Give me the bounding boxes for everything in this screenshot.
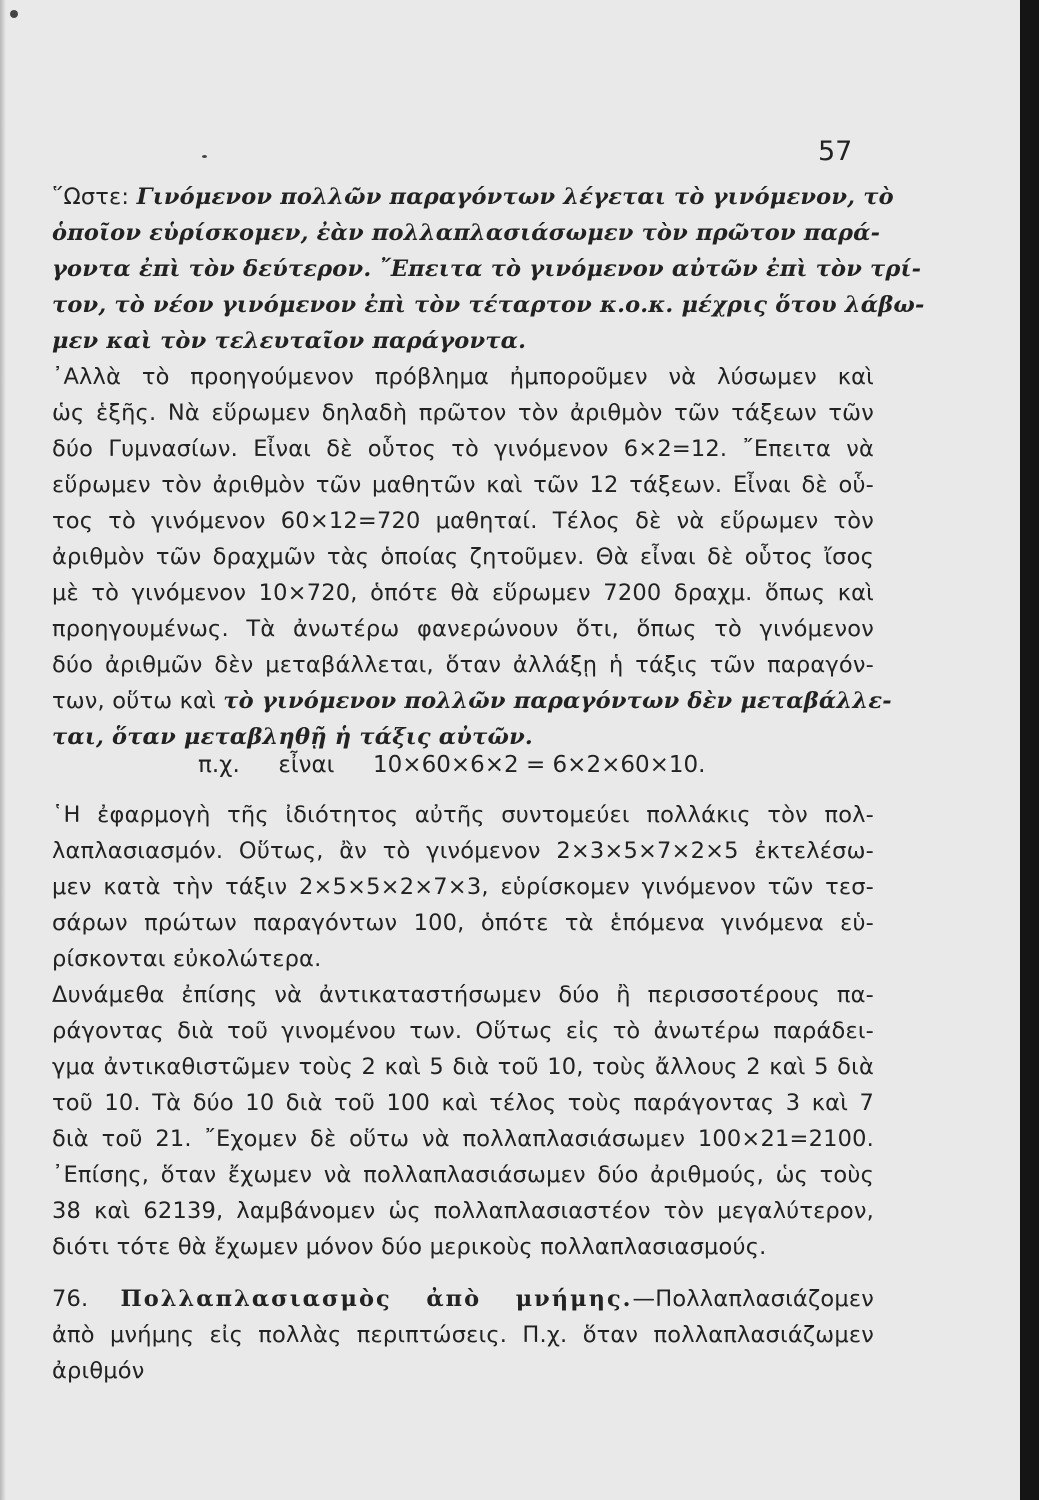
scan-left-shadow xyxy=(0,0,6,1500)
paragraph-2-line-4: σάρων πρώτων παραγόντων 100, ὁπότε τὰ ἑπόμενα γινόμενα εὑ- xyxy=(52,910,874,936)
definition-line-4: τον, τὸ νέον γινόμενον ἐπὶ τὸν τέταρτον κ.ο.κ. μέχρις ὅτου λάβω- xyxy=(52,292,925,318)
paragraph-3-line-7: 38 καὶ 62139, λαμβάνομεν ὡς πολλαπλασιαστέον τὸν μεγαλύτερον, xyxy=(52,1198,874,1224)
definition-line-1 xyxy=(52,182,894,212)
definition-line-5: μεν καὶ τὸν τελευταῖον παράγοντα. xyxy=(52,328,527,354)
paragraph-1-line-3: δύο Γυμνασίων. Εἶναι δὲ οὗτος τὸ γινόμενον 6×2=12. ῎Επειτα νὰ xyxy=(52,436,874,462)
definition-line-2: ὁποῖον εὑρίσκομεν, ἐὰν πολλαπλασιάσωμεν τὸν πρῶτον παρά- xyxy=(52,220,881,246)
definition-line-3: γοντα ἐπὶ τὸν δεύτερον. ῎Επειτα τὸ γινόμενον αὐτῶν ἐπὶ τὸν τρί- xyxy=(52,256,922,282)
paragraph-1-line-4: εὕρωμεν τὸν ἀριθμὸν τῶν μαθητῶν καὶ τῶν 12 τάξεων. Εἶναι δὲ οὗ- xyxy=(52,472,874,498)
paragraph-3-line-2: ράγοντας διὰ τοῦ γινομένου των. Οὕτως εἰς τὸ ἀνωτέρω παράδει- xyxy=(52,1018,874,1044)
section-76-line-3: ἀριθμόν xyxy=(52,1358,145,1384)
example-word: εἶναι xyxy=(278,752,335,778)
paragraph-1-line-10-plain: των, οὕτω καὶ xyxy=(52,688,224,714)
section-76-heading-line xyxy=(52,1284,874,1314)
paragraph-3-line-5: διὰ τοῦ 21. ῎Εχομεν δὲ οὕτω νὰ πολλαπλασιάσωμεν 100×21=2100. xyxy=(52,1126,874,1152)
paragraph-2-line-2: λαπλασιασμόν. Οὕτως, ἂν τὸ γινόμενον 2×3×5×7×2×5 ἐκτελέσω- xyxy=(52,838,874,864)
paragraph-2-line-3: μεν κατὰ τὴν τάξιν 2×5×5×2×7×3, εὑρίσκομεν γινόμενον τῶν τεσ- xyxy=(52,874,874,900)
definition-label: ῞Ωστε: xyxy=(52,184,130,210)
scan-speck xyxy=(202,155,207,158)
paragraph-2-line-5: ρίσκονται εὐκολώτερα. xyxy=(52,946,322,972)
paragraph-1-line-7: μὲ τὸ γινόμενον 10×720, ὁπότε θὰ εὕρωμεν 7200 δραχμ. ὅπως καὶ xyxy=(52,580,874,606)
scan-right-edge xyxy=(1020,0,1039,1500)
section-76-line-2: ἀπὸ μνήμης εἰς πολλὰς περιπτώσεις. Π.χ. ὅταν πολλαπλασιάζωμεν xyxy=(52,1322,874,1348)
paragraph-1-line-10-emphasis: τὸ γινόμενον πολλῶν παραγόντων δὲν μεταβάλλε- xyxy=(223,688,892,714)
paragraph-1-line-10 xyxy=(52,686,892,716)
paragraph-1-line-6: ἀριθμὸν τῶν δραχμῶν τὰς ὁποίας ζητοῦμεν. Θὰ εἶναι δὲ οὗτος ἴσος xyxy=(52,544,874,570)
scan-speck xyxy=(10,10,18,18)
paragraph-3-line-4: τοῦ 10. Τὰ δύο 10 διὰ τοῦ 100 καὶ τέλος τοὺς παράγοντας 3 καὶ 7 xyxy=(52,1090,874,1116)
paragraph-1-line-11: ται, ὅταν μεταβληθῇ ἡ τάξις αὐτῶν. xyxy=(52,724,533,750)
paragraph-1-line-1: ᾽Αλλὰ τὸ προηγούμενον πρόβλημα ἠμποροῦμεν νὰ λύσωμεν καὶ xyxy=(52,364,874,390)
section-76-lead: —Πολλαπλασιάζομεν xyxy=(632,1286,874,1312)
example-formula xyxy=(198,752,705,778)
paragraph-1-line-8: προηγουμένως. Τὰ ἀνωτέρω φανερώνουν ὅτι, ὅπως τὸ γινόμενον xyxy=(52,616,874,642)
example-equation: 10×60×6×2 = 6×2×60×10. xyxy=(373,752,706,778)
paragraph-1-line-5: τος τὸ γινόμενον 60×12=720 μαθηταί. Τέλος δὲ νὰ εὕρωμεν τὸν xyxy=(52,508,874,534)
paragraph-3-line-6: ᾽Επίσης, ὅταν ἔχωμεν νὰ πολλαπλασιάσωμεν δύο ἀριθμούς, ὡς τοὺς xyxy=(52,1162,874,1188)
paragraph-3-line-8: διότι τότε θὰ ἔχωμεν μόνον δύο μερικοὺς πολλαπλασιασμούς. xyxy=(52,1234,767,1260)
page-number: 57 xyxy=(818,136,853,167)
paragraph-1-line-2: ὡς ἑξῆς. Νὰ εὕρωμεν δηλαδὴ πρῶτον τὸν ἀριθμὸν τῶν τάξεων τῶν xyxy=(52,400,874,426)
paragraph-1-line-9: δύο ἀριθμῶν δὲν μεταβάλλεται, ὅταν ἀλλάξῃ ἡ τάξις τῶν παραγόν- xyxy=(52,652,874,678)
section-76-heading: Πολλαπλασιασμὸς ἀπὸ μνήμης. xyxy=(120,1286,633,1312)
paragraph-3-line-1: Δυνάμεθα ἐπίσης νὰ ἀντικαταστήσωμεν δύο ἢ περισσοτέρους πα- xyxy=(52,982,874,1008)
section-76-number: 76. xyxy=(52,1286,89,1312)
example-prefix: π.χ. xyxy=(198,752,240,778)
definition-text: Γινόμενον πολλῶν παραγόντων λέγεται τὸ γινόμενον, τὸ xyxy=(136,184,894,210)
paragraph-3-line-3: γμα ἀντικαθιστῶμεν τοὺς 2 καὶ 5 διὰ τοῦ 10, τοὺς ἄλλους 2 καὶ 5 διὰ xyxy=(52,1054,874,1080)
paragraph-2-line-1: ῾Η ἐφαρμογὴ τῆς ἰδιότητος αὐτῆς συντομεύει πολλάκις τὸν πολ- xyxy=(52,802,874,828)
